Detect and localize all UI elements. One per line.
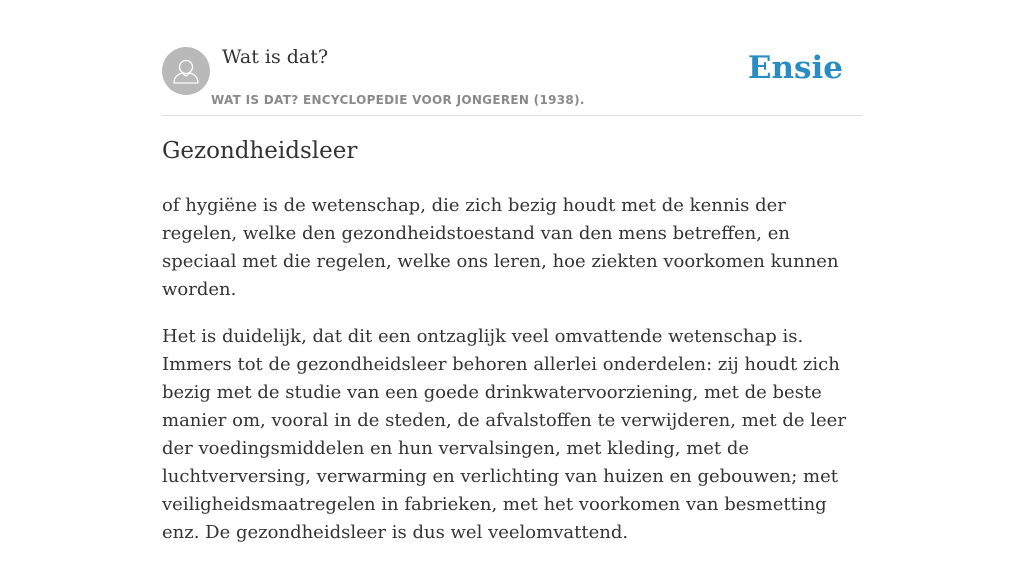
ensie-logo[interactable]: Ensie bbox=[747, 50, 843, 86]
source-subtitle: WAT IS DAT? ENCYCLOPEDIE VOOR JONGEREN (1938). bbox=[211, 93, 585, 107]
user-icon bbox=[162, 47, 210, 95]
entry-paragraph: Het is duidelijk, dat dit een ontzaglijk veel omvattende wetenschap is. Immers tot de gezondheidsleer behoren allerlei onderdelen: zij houdt zich bezig met de studie van een goede drinkwatervoorziening, met de beste manier om, vooral in de steden, de afvalstoffen te verwijderen, met de leer der voedingsmiddelen en hun vervalsingen, met kleding, met de luchtverversing, verwarming en verlichting van huizen en gebouwen; met veiligheidsmaatregelen in fabrieken, met het voorkomen van besmetting enz. De gezondheidsleer is dus wel veelomvattend. bbox=[162, 326, 846, 543]
entry-paragraph: of hygiëne is de wetenschap, die zich bezig houdt met de kennis der regelen, welke den gezondheidstoestand van den mens betreffen, en speciaal met die regelen, welke ons leren, hoe ziekten voorkomen kunnen worden. bbox=[162, 195, 839, 300]
entry-body bbox=[162, 192, 862, 566]
entry-title: Gezondheidsleer bbox=[162, 138, 358, 164]
avatar[interactable] bbox=[162, 47, 210, 95]
source-title[interactable]: Wat is dat? bbox=[222, 46, 329, 68]
source-header bbox=[162, 46, 862, 116]
